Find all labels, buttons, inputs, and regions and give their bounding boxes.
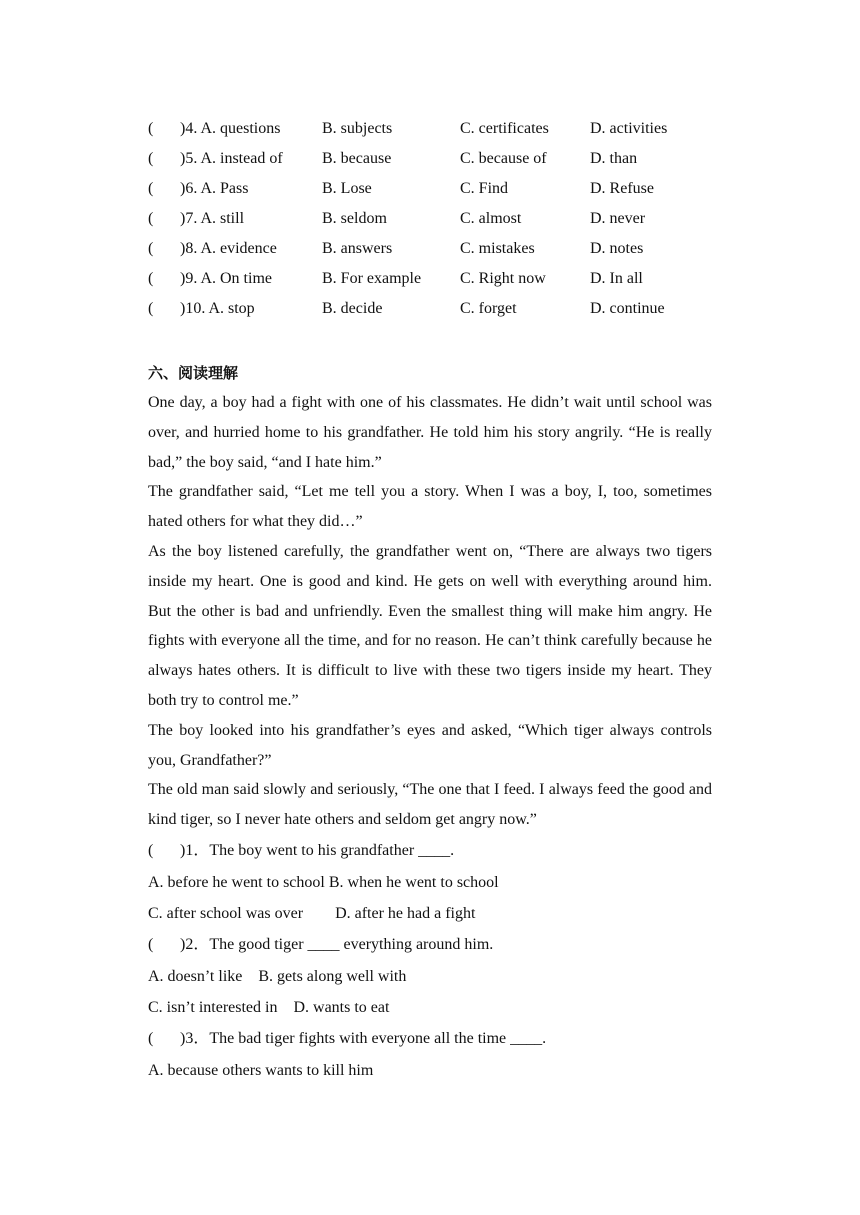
question-item (148, 929, 712, 1023)
cloze-option-row (148, 234, 712, 264)
answer-bracket: ( (148, 1029, 154, 1047)
option-c: C. almost (460, 210, 522, 227)
option-d: D. never (590, 210, 646, 227)
cloze-option-row (148, 204, 712, 234)
question-list (148, 835, 712, 1086)
option-b: B. decide (322, 300, 383, 317)
cloze-option-row (148, 114, 712, 144)
option-d: D. continue (590, 300, 665, 317)
option-d: D. notes (590, 240, 644, 257)
answer-options: C. isn’t interested in D. wants to eat (148, 998, 390, 1016)
answer-bracket: ( (148, 210, 154, 227)
option-c: C. certificates (460, 120, 549, 137)
cloze-option-row (148, 294, 712, 324)
passage-paragraph: The grandfather said, “Let me tell you a story. When I was a boy, I, too, sometimes hated others for what they did…” (148, 483, 712, 531)
option-b: B. seldom (322, 210, 387, 227)
option-b: B. Lose (322, 180, 372, 197)
answer-bracket: ( (148, 270, 154, 287)
question-text: )1．The boy went to his grandfather ____. (180, 841, 455, 859)
option-c: C. Right now (460, 270, 546, 287)
question-text: )3．The bad tiger fights with everyone all the time ____. (180, 1029, 547, 1047)
answer-bracket: ( (148, 935, 154, 953)
answer-bracket: ( (148, 150, 154, 167)
answer-bracket: ( (148, 120, 154, 137)
cloze-option-row (148, 174, 712, 204)
option-a: )5. A. instead of (180, 150, 283, 167)
option-b: B. answers (322, 240, 393, 257)
option-a: )8. A. evidence (180, 240, 277, 257)
option-b: B. For example (322, 270, 422, 287)
option-a: )7. A. still (180, 210, 245, 227)
question-text: )2．The good tiger ____ everything around him. (180, 935, 494, 953)
cloze-option-row (148, 144, 712, 174)
option-c: C. mistakes (460, 240, 535, 257)
option-c: C. because of (460, 150, 547, 167)
option-c: C. forget (460, 300, 517, 317)
question-stem (148, 835, 712, 867)
answer-options: A. doesn’t like B. gets along well with (148, 967, 407, 985)
answer-options: C. after school was over D. after he had a fight (148, 904, 476, 922)
answer-bracket: ( (148, 300, 154, 317)
question-stem (148, 929, 712, 961)
passage-paragraph: The old man said slowly and seriously, “The one that I feed. I always feed the good and kind tiger, so I never hate others and seldom get angry now.” (148, 781, 712, 829)
option-b: B. subjects (322, 120, 393, 137)
option-d: D. In all (590, 270, 643, 287)
reading-passage (148, 388, 712, 835)
question-item (148, 1023, 712, 1086)
cloze-options-block (148, 114, 712, 324)
question-item (148, 835, 712, 929)
worksheet-page (148, 114, 712, 1086)
option-a: )9. A. On time (180, 270, 272, 287)
answer-bracket: ( (148, 240, 154, 257)
section-heading: 六、阅读理解 (148, 364, 239, 382)
option-c: C. Find (460, 180, 509, 197)
option-d: D. than (590, 150, 638, 167)
option-d: D. Refuse (590, 180, 654, 197)
option-a: )10. A. stop (180, 300, 255, 317)
option-a: )4. A. questions (180, 120, 281, 137)
answer-options: A. before he went to school B. when he went to school (148, 873, 499, 891)
passage-paragraph: As the boy listened carefully, the grandfather went on, “There are always two tigers inside my heart. One is good and kind. He gets on well with everything around him. But the other is bad and unfriendly. Even the smallest thing will make him angry. He fights with everyone all the time, and for no reason. He can’t think carefully because he always hates others. It is difficult to live with these two tigers inside my heart. They both try to control me.” (148, 542, 712, 709)
answer-options: A. because others wants to kill him (148, 1061, 374, 1079)
cloze-option-row (148, 264, 712, 294)
option-a: )6. A. Pass (180, 180, 249, 197)
option-d: D. activities (590, 120, 668, 137)
passage-paragraph: One day, a boy had a fight with one of his classmates. He didn’t wait until school was over, and hurried home to his grandfather. He told him his story angrily. “He is really bad,” the boy said, “and I hate him.” (148, 394, 712, 471)
option-b: B. because (322, 150, 392, 167)
question-stem (148, 1023, 712, 1055)
passage-paragraph: The boy looked into his grandfather’s eyes and asked, “Which tiger always controls you, Grandfather?” (148, 721, 712, 769)
answer-bracket: ( (148, 841, 154, 859)
answer-bracket: ( (148, 180, 154, 197)
